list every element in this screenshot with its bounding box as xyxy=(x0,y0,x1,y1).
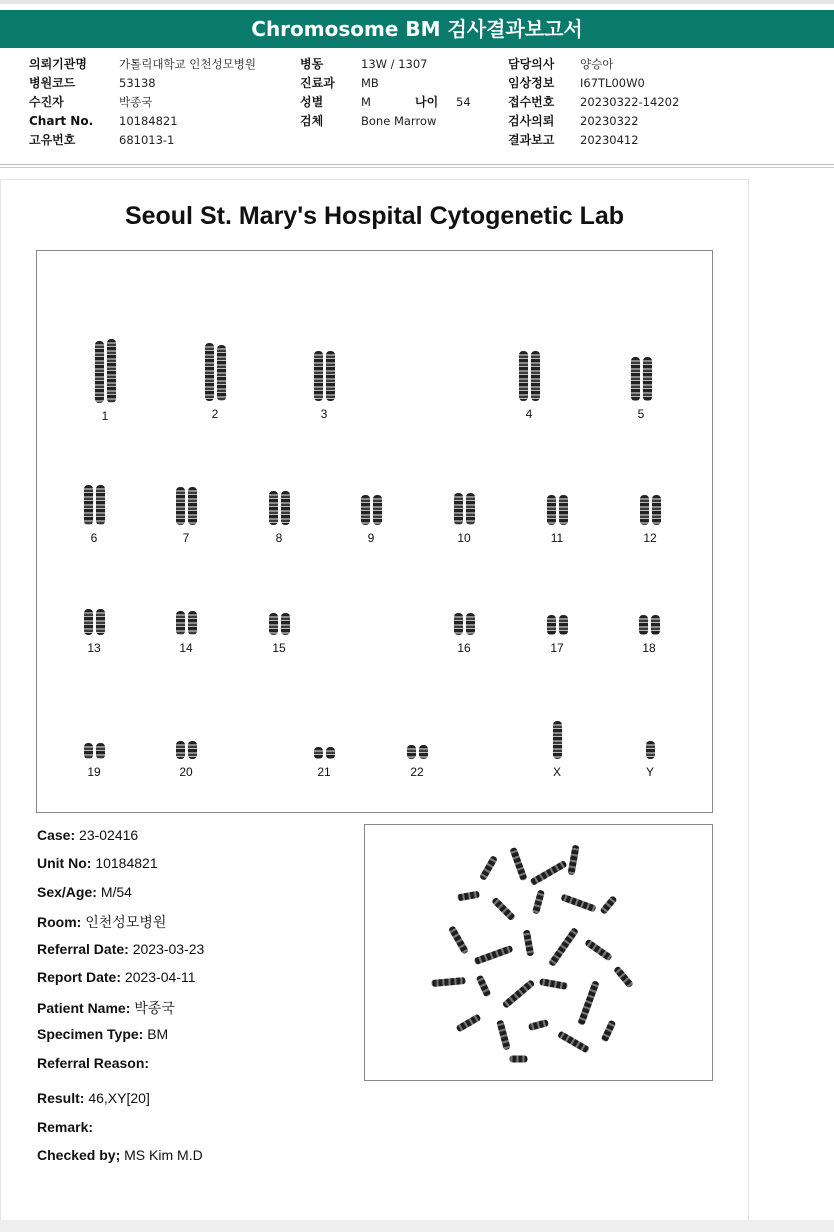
info-label: 접수번호 xyxy=(508,95,555,109)
info-label: 검사의뢰 xyxy=(508,114,555,128)
chromosome-label: 18 xyxy=(642,641,656,655)
info-value: 양승아 xyxy=(580,57,614,71)
chromosome-label: 10 xyxy=(457,531,471,545)
report-title-bar: Chromosome BM 검사결과보고서 xyxy=(0,10,834,48)
chromosome-label: 12 xyxy=(643,531,657,545)
info-label: Chart No. xyxy=(29,114,94,128)
info-label: 검체 xyxy=(300,114,324,128)
info-value: M xyxy=(361,95,371,109)
chromosome-label: 15 xyxy=(272,641,286,655)
field-unit-no xyxy=(37,855,158,871)
bottom-band xyxy=(0,1220,834,1232)
chromosome-pair-6 xyxy=(74,485,114,545)
field-value: 인천성모병원 xyxy=(85,914,167,930)
chromosome-label: 11 xyxy=(550,531,564,545)
field-label: Specimen Type: xyxy=(37,1026,144,1042)
info-column-3 xyxy=(508,55,679,150)
info-value: 20230412 xyxy=(580,133,639,147)
field-value: 박종국 xyxy=(134,1000,175,1016)
info-value: 681013-1 xyxy=(119,133,175,147)
field-label: Patient Name: xyxy=(37,1000,131,1016)
chromosome-pair-3 xyxy=(304,351,344,421)
info-label: 병동 xyxy=(300,57,324,71)
lab-title: Seoul St. Mary's Hospital Cytogenetic Lab xyxy=(124,202,625,230)
chromosome-pair-20 xyxy=(166,741,206,779)
field-value: M/54 xyxy=(100,884,132,900)
chromosome-label: 8 xyxy=(275,531,283,545)
chromosome-pair-5 xyxy=(621,357,661,421)
field-value: 23-02416 xyxy=(79,827,139,843)
info-column-2 xyxy=(300,55,471,131)
field-patient-name xyxy=(37,998,175,1018)
info-label: 담당의사 xyxy=(508,57,555,71)
info-label: 진료과 xyxy=(300,76,335,90)
chromosome-label: 14 xyxy=(179,641,193,655)
field-label: Remark: xyxy=(37,1119,94,1135)
info-value: 박종국 xyxy=(119,95,153,109)
field-room xyxy=(37,912,166,932)
chromosome-label: 9 xyxy=(367,531,375,545)
field-value: 2023-03-23 xyxy=(132,941,205,957)
divider xyxy=(0,167,834,168)
info-value: 13W / 1307 xyxy=(361,57,428,71)
field-value: 46,XY[20] xyxy=(88,1090,150,1106)
field-report-date xyxy=(37,969,195,985)
field-label: Unit No: xyxy=(37,855,92,871)
info-label: 성별 xyxy=(300,95,324,109)
field-specimen-type xyxy=(37,1026,168,1042)
chromosome-pair-15 xyxy=(259,613,299,655)
chromosome-label: 1 xyxy=(101,409,109,423)
chromosome-pair-8 xyxy=(259,491,299,545)
age-label: 나이 xyxy=(415,95,439,109)
chromosome-label: 3 xyxy=(320,407,328,421)
chromosome-pair-21 xyxy=(304,747,344,779)
chromosome-pair-10 xyxy=(444,493,484,545)
chromosome-label: 19 xyxy=(87,765,101,779)
info-label: 수진자 xyxy=(29,95,64,109)
field-label: Case: xyxy=(37,827,76,843)
info-column-1 xyxy=(29,55,256,150)
chromosome-pair-2 xyxy=(195,343,235,421)
divider xyxy=(0,164,834,165)
field-value: 10184821 xyxy=(95,855,158,871)
field-referral-reason xyxy=(37,1055,149,1071)
info-value: 20230322 xyxy=(580,114,639,128)
chromosome-pair-12 xyxy=(630,495,670,545)
field-value: MS Kim M.D xyxy=(124,1147,203,1163)
chromosome-label: 17 xyxy=(550,641,564,655)
info-value: MB xyxy=(361,76,379,90)
field-remark xyxy=(37,1119,93,1135)
chromosome-label: 16 xyxy=(457,641,471,655)
karyogram-panel xyxy=(36,250,713,813)
info-label: 임상정보 xyxy=(508,76,555,90)
chromosome-label: X xyxy=(552,765,561,779)
info-label: 병원코드 xyxy=(29,76,76,90)
metaphase-image xyxy=(364,824,713,1081)
chromosome-pair-18 xyxy=(629,615,669,655)
chromosome-label: 22 xyxy=(410,765,424,779)
field-label: Sex/Age: xyxy=(37,884,97,900)
top-band xyxy=(0,0,834,4)
field-value: 2023-04-11 xyxy=(124,969,196,985)
info-value: 가톨릭대학교 인천성모병원 xyxy=(119,57,256,71)
chromosome-pair-11 xyxy=(537,495,577,545)
chromosome-x xyxy=(537,721,577,779)
chromosome-label: 7 xyxy=(182,531,190,545)
age-value: 54 xyxy=(456,95,471,109)
field-label: Checked by; xyxy=(37,1147,121,1163)
field-label: Report Date: xyxy=(37,969,122,985)
chromosome-pair-4 xyxy=(509,351,549,421)
info-value: I67TL00W0 xyxy=(580,76,645,90)
chromosome-y xyxy=(630,741,670,779)
field-referral-date xyxy=(37,941,204,957)
chromosome-pair-9 xyxy=(351,495,391,545)
field-checked-by xyxy=(37,1147,203,1163)
field-value: BM xyxy=(147,1026,169,1042)
info-label: 의뢰기관명 xyxy=(29,57,87,71)
info-label: 고유번호 xyxy=(29,133,76,147)
chromosome-label: 20 xyxy=(179,765,193,779)
chromosome-label: 4 xyxy=(525,407,533,421)
chromosome-label: 21 xyxy=(317,765,331,779)
chromosome-pair-17 xyxy=(537,615,577,655)
info-value: Bone Marrow xyxy=(361,114,437,128)
info-value: 10184821 xyxy=(119,114,178,128)
chromosome-pair-16 xyxy=(444,613,484,655)
field-label: Referral Reason: xyxy=(37,1055,150,1071)
chromosome-label: Y xyxy=(645,765,654,779)
chromosome-pair-7 xyxy=(166,487,206,545)
info-label: 결과보고 xyxy=(508,133,555,147)
field-label: Referral Date: xyxy=(37,941,129,957)
field-case xyxy=(37,827,138,843)
chromosome-pair-22 xyxy=(397,745,437,779)
info-value: 53138 xyxy=(119,76,156,90)
chromosome-pair-19 xyxy=(74,743,114,779)
chromosome-label: 2 xyxy=(211,407,219,421)
info-value: 20230322-14202 xyxy=(580,95,680,109)
chromosome-label: 6 xyxy=(90,531,98,545)
chromosome-label: 5 xyxy=(637,407,645,421)
chromosome-pair-14 xyxy=(166,611,206,655)
field-label: Room: xyxy=(37,914,82,930)
field-label: Result: xyxy=(37,1090,85,1106)
field-sex-age xyxy=(37,884,132,900)
chromosome-pair-13 xyxy=(74,609,114,655)
chromosome-label: 13 xyxy=(87,641,101,655)
chromosome-pair-1 xyxy=(85,339,125,423)
field-result xyxy=(37,1090,150,1106)
